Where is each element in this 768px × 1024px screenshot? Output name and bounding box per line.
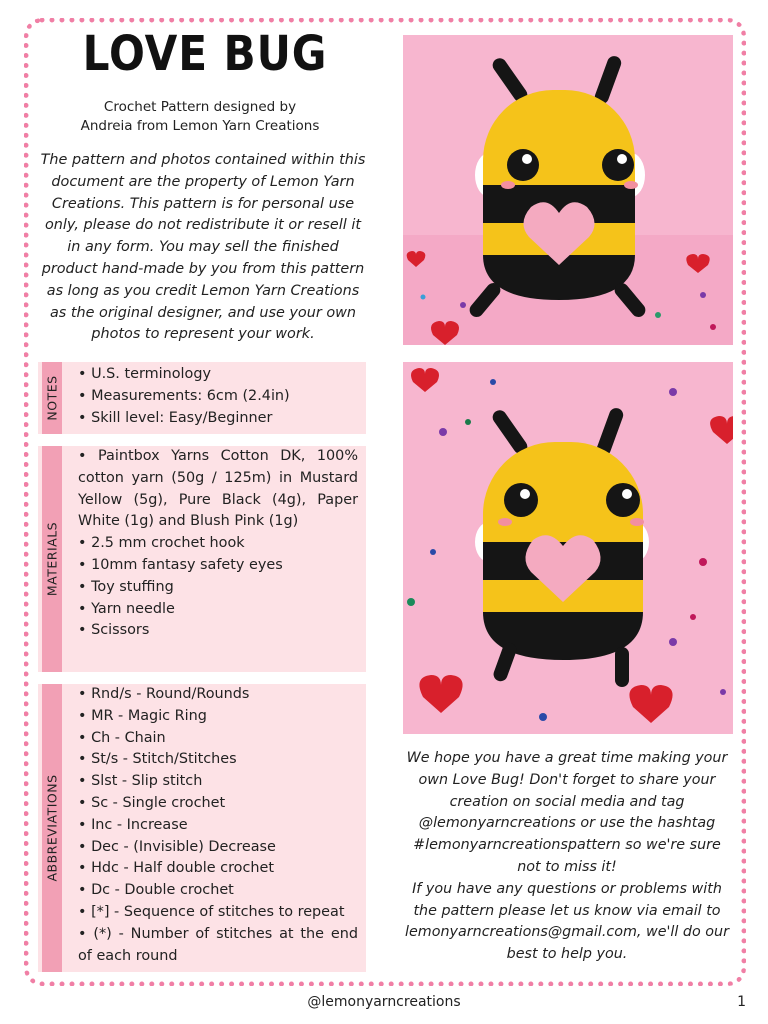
abbreviations-label: ABBREVIATIONS: [44, 774, 60, 882]
list-item: • St/s - Stitch/Stitches: [78, 751, 237, 768]
materials-label: MATERIALS: [44, 521, 60, 597]
list-item: • Skill level: Easy/Beginner: [78, 409, 273, 426]
list-item: • Sc - Single crochet: [78, 794, 226, 811]
list-item: • Dc - Double crochet: [78, 882, 234, 899]
bee-amigurumi-illustration: [403, 35, 733, 345]
footer-social-handle: @lemonyarncreations: [307, 994, 461, 1010]
list-item: • MR - Magic Ring: [78, 707, 207, 724]
designer-credit-line-2: Andreia from Lemon Yarn Creations: [80, 118, 320, 134]
list-item: • Inc - Increase: [78, 816, 188, 833]
page-number: 1: [737, 994, 746, 1010]
abbreviations-section: [38, 684, 366, 972]
abbreviations-list: [78, 684, 358, 967]
notes-section: [38, 362, 366, 434]
list-item: • Slst - Slip stitch: [78, 773, 203, 790]
list-item: • Paintbox Yarns Cotton DK, 100% cotton yarn (50g / 125m) in Mustard Yellow (5g), Pure Black (4g), Paper White (1g) and Blush Pink (1g): [78, 448, 358, 530]
notes-list: [78, 364, 358, 429]
list-item: • Toy stuffing: [78, 578, 174, 595]
list-item: • 10mm fantasy safety eyes: [78, 556, 283, 573]
list-item: • 2.5 mm crochet hook: [78, 535, 245, 552]
list-item: • U.S. terminology: [78, 366, 212, 382]
materials-section: [38, 446, 366, 672]
love-bug-photo-top: [403, 35, 733, 345]
list-item: • (*) - Number of stitches at the end of each round: [78, 925, 358, 964]
list-item: • Yarn needle: [78, 600, 175, 617]
materials-list: [78, 446, 358, 642]
closing-message: [400, 748, 734, 966]
notes-label: NOTES: [44, 375, 60, 421]
closing-paragraph-contact: If you have any questions or problems with the pattern please let us know via email to lemonyarncreations@gmail.com, we'll do our best to help you.: [405, 880, 729, 963]
love-bug-photo-bottom: [403, 362, 733, 734]
closing-paragraph-share: We hope you have a great time making your own Love Bug! Don't forget to share your creation on social media and tag @lemonyarncreations or use the hashtag #lemonyarncreationspattern so we're sure not to miss it!: [406, 750, 728, 875]
designer-credit: [40, 98, 360, 136]
designer-credit-line-1: Crochet Pattern designed by: [103, 99, 297, 115]
list-item: • Rnd/s - Round/Rounds: [78, 686, 250, 702]
list-item: • Scissors: [78, 622, 150, 639]
list-item: • Ch - Chain: [78, 729, 166, 746]
copyright-notice: The pattern and photos contained within this document are the property of Lemon Yarn Creations. This pattern is for personal use only, please do not redistribute it or resell it in any form. You may sell the finished product hand-made by you from this pattern as long as you credit Lemon Yarn Creations as the original designer, and use your own photos to represent your work.: [40, 152, 366, 343]
materials-label-tab: [42, 446, 62, 672]
list-item: • Measurements: 6cm (2.4in): [78, 387, 290, 404]
list-item: • Hdc - Half double crochet: [78, 860, 275, 877]
list-item: • Dec - (Invisible) Decrease: [78, 838, 276, 855]
abbreviations-label-tab: [42, 684, 62, 972]
notes-label-tab: [42, 362, 62, 434]
bee-amigurumi-confetti-illustration: [403, 362, 733, 734]
list-item: • [*] - Sequence of stitches to repeat: [78, 903, 345, 920]
pattern-title: LOVE BUG: [82, 26, 328, 82]
